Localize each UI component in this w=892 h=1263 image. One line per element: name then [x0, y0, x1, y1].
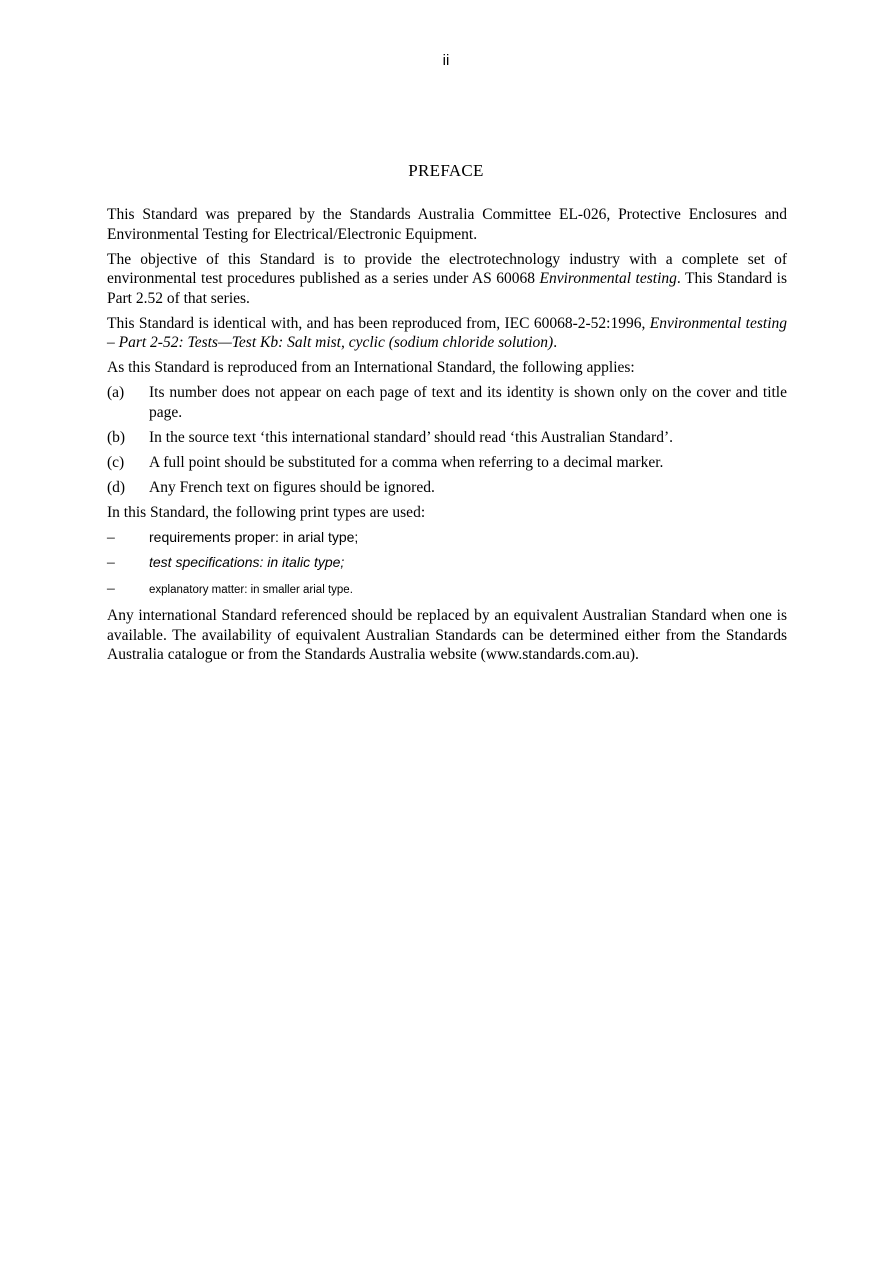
paragraph-applies: As this Standard is reproduced from an International Standard, the following applies:: [107, 359, 635, 376]
paragraph-identical: [107, 314, 787, 353]
preface-body: [107, 205, 787, 670]
dash-marker: –: [107, 528, 115, 546]
list-item: [107, 553, 787, 573]
paragraph-references: Any international Standard referenced should be replaced by an equivalent Australian Standard when one is available. The availability of equivalent Australian Standards can be determined either from the Standards Australia catalogue or from the Standards Australia website (www.standards.com.au).: [107, 607, 787, 663]
list-text: A full point should be substituted for a comma when referring to a decimal marker.: [149, 453, 664, 471]
list-item: [107, 428, 787, 448]
print-types-list: [107, 528, 787, 601]
list-item: [107, 478, 787, 498]
paragraph-objective-text-2: . This Standard is Part 2.52 of that series.: [107, 270, 787, 307]
list-item: [107, 383, 787, 422]
page-title: PREFACE: [408, 161, 484, 180]
paragraph-print-types: In this Standard, the following print types are used:: [107, 503, 426, 521]
list-text: Its number does not appear on each page of text and its identity is shown only on the cover and title page.: [149, 384, 787, 421]
dash-marker: –: [107, 579, 115, 597]
source-standard-title: Environmental testing – Part 2-52: Tests—Test Kb: Salt mist, cyclic (sodium chloride solution): [107, 314, 787, 351]
list-text: Any French text on figures should be ignored.: [149, 478, 435, 496]
paragraph-objective-text-1: The objective of this Standard is to provide the electrotechnology industry with a complete set of environmental test procedures published as a series under AS 60068: [107, 250, 787, 287]
applies-list: [107, 383, 787, 497]
print-type-small-arial: explanatory matter: in smaller arial type.: [149, 583, 353, 596]
paragraph-identical-text-2: .: [553, 334, 558, 351]
list-marker: (c): [107, 453, 125, 471]
list-marker: (a): [107, 384, 125, 401]
list-marker: (b): [107, 428, 126, 446]
paragraph-committee: This Standard was prepared by the Standards Australia Committee EL-026, Protective Enclosures and Environmental Testing for Electrical/Electronic Equipment.: [107, 206, 787, 243]
dash-marker: –: [107, 554, 115, 571]
page-number: ii: [442, 52, 450, 69]
print-type-italic: test specifications: in italic type;: [149, 554, 345, 570]
series-title: Environmental testing: [539, 270, 677, 287]
paragraph-objective: [107, 250, 787, 309]
list-item: [107, 579, 787, 601]
list-text: In the source text ‘this international standard’ should read ‘this Australian Standard’.: [149, 428, 673, 446]
list-item: [107, 528, 787, 548]
paragraph-identical-text-1: This Standard is identical with, and has been reproduced from, IEC 60068-2-52:1996,: [107, 314, 650, 332]
list-item: [107, 453, 787, 473]
list-marker: (d): [107, 478, 126, 496]
print-type-arial: requirements proper: in arial type;: [149, 528, 359, 545]
